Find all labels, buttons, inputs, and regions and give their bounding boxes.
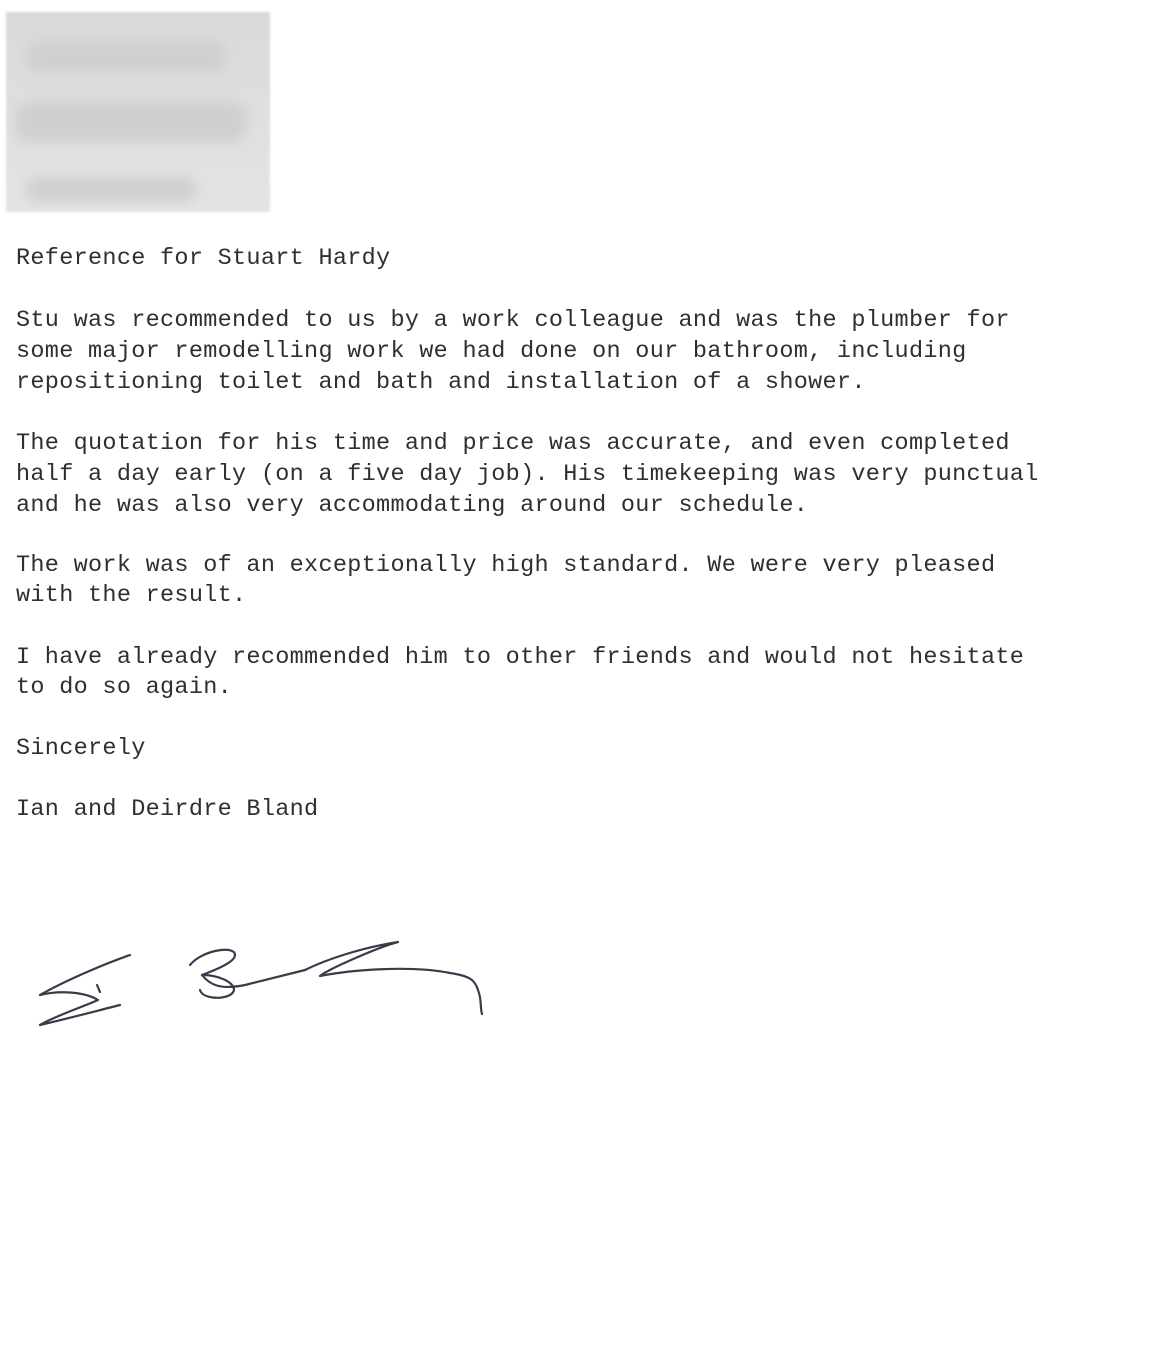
paragraph-1-line-1: Stu was recommended to us by a work colleague and was the plumber for <box>16 307 1010 334</box>
signatories: Ian and Deirdre Bland <box>16 796 319 823</box>
signature-stroke-5 <box>305 942 482 1014</box>
letter-title: Reference for Stuart Hardy <box>16 245 391 272</box>
paragraph-1-line-3: repositioning toilet and bath and installation of a shower. <box>16 369 866 396</box>
paragraph-2-line-2: half a day early (on a five day job). His timekeeping was very punctual <box>16 461 1039 488</box>
paragraph-4-line-1: I have already recommended him to other friends and would not hesitate <box>16 644 1025 671</box>
handwritten-signature <box>30 930 500 1040</box>
signature-stroke-4 <box>202 970 305 987</box>
signature-stroke-2 <box>97 985 100 992</box>
paragraph-3-line-2: with the result. <box>16 582 247 609</box>
paragraph-2-line-1: The quotation for his time and price was accurate, and even completed <box>16 430 1010 457</box>
signature-stroke-1 <box>40 955 130 1025</box>
paragraph-2-line-3: and he was also very accommodating around our schedule. <box>16 492 809 519</box>
closing: Sincerely <box>16 735 146 762</box>
paragraph-4-line-2: to do so again. <box>16 674 233 701</box>
redacted-address-block <box>6 12 270 212</box>
signature-stroke-3 <box>190 950 235 998</box>
paragraph-1-line-2: some major remodelling work we had done on our bathroom, including <box>16 338 967 365</box>
paragraph-3-line-1: The work was of an exceptionally high standard. We were very pleased <box>16 552 996 579</box>
